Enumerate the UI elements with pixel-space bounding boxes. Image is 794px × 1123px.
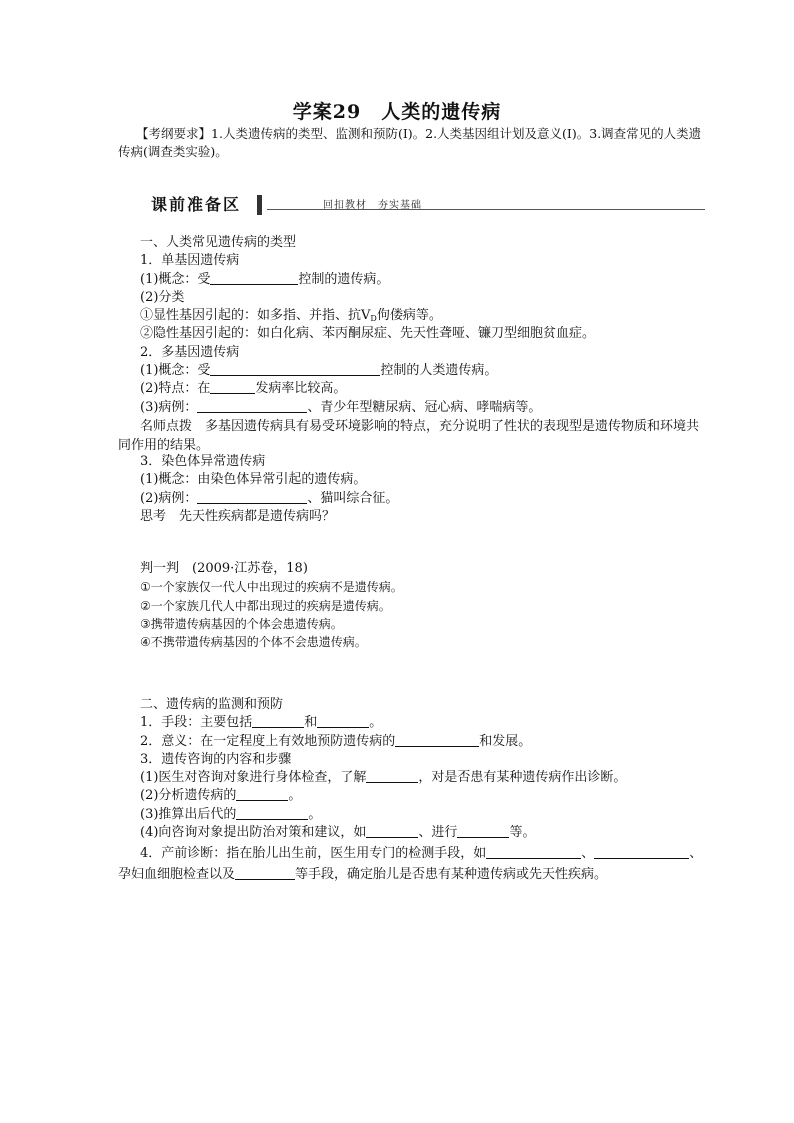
page-title: 学案29 人类的遗传病 [292, 101, 502, 123]
judge-heading: 判一判 (2009·江苏卷，18) [140, 561, 308, 576]
fill-blank[interactable] [197, 490, 307, 504]
line: (3)病例： 、青少年型糖尿病、冠心病、哮喘病等。 [140, 399, 542, 415]
fill-blank[interactable] [457, 824, 509, 838]
section-one [140, 234, 700, 417]
line: ①显性基因引起的：如多指、并指、抗VD佝偻病等。 [140, 308, 442, 324]
line: (2)病例： 、猫叫综合征。 [140, 490, 399, 506]
requirements-text: 1.人类遗传病的类型、监测和预防(Ⅰ)。2.人类基因组计划及意义(Ⅰ)。3.调查常见的人类遗传病(调查类实验)。 [118, 126, 702, 159]
line: 1．手段：主要包括 和 。 [140, 715, 383, 731]
section-two [140, 696, 700, 842]
line: (4)向咨询对象提出防治对策和建议，如 、进行 等。 [140, 825, 536, 841]
line: 2．意义：在一定程度上有效地预防遗传病的 和发展。 [140, 733, 532, 749]
fill-blank[interactable] [210, 362, 380, 376]
line: (1)概念：受 控制的遗传病。 [140, 271, 390, 287]
fill-blank[interactable] [197, 399, 307, 413]
line: (2)特点：在 发病率比较高。 [140, 381, 347, 397]
judge-item: ④不携带遗传病基因的个体不会患遗传病。 [140, 635, 367, 650]
line: (1)医生对咨询对象进行身体检查，了解 ，对是否患有某种遗传病作出诊断。 [140, 770, 627, 786]
section-banner [145, 193, 705, 219]
section-one-cont [140, 453, 700, 526]
fill-blank[interactable] [210, 271, 298, 285]
prenatal-diagnosis: 4．产前诊断：指在胎儿出生前，医生用专门的检测手段，如 、 、孕妇血细胞检查以及 等手段，确定胎儿是否患有某种遗传病或先天性疾病。 [118, 846, 703, 882]
line: (2)分析遗传病的 。 [140, 788, 302, 804]
fill-blank[interactable] [236, 806, 308, 820]
fill-blank[interactable] [366, 824, 418, 838]
fill-blank[interactable] [486, 845, 581, 859]
judge-item: ②一个家族几代人中都出现过的疾病是遗传病。 [140, 598, 391, 613]
fill-blank[interactable] [252, 714, 304, 728]
fill-blank[interactable] [236, 787, 288, 801]
banner-label: 课前准备区 [151, 195, 242, 214]
requirements-tag: 【考纲要求】 [136, 126, 212, 141]
teacher-note: 名师点拨 多基因遗传病具有易受环境影响的特点，充分说明了性状的表现型是遗传物质和环境共同作用的结果。 [118, 419, 700, 453]
fill-blank[interactable] [210, 380, 255, 394]
fill-blank[interactable] [366, 769, 418, 783]
banner-bar [257, 195, 262, 215]
judge-item: ③携带遗传病基因的个体会患遗传病。 [140, 616, 343, 631]
banner-subtitle: 回扣教材 夯实基础 [323, 200, 422, 211]
line: 3．遗传咨询的内容和步骤 [140, 751, 292, 767]
line: (3)推算出后代的 。 [140, 806, 322, 822]
line: (1)概念：受 控制的人类遗传病。 [140, 363, 498, 379]
line: (2)分类 [140, 289, 185, 305]
exam-requirements [118, 125, 708, 161]
fill-blank[interactable] [395, 733, 479, 747]
fill-blank[interactable] [317, 714, 369, 728]
topic-multi-gene: 2．多基因遗传病 [140, 344, 240, 360]
judge-item: ①一个家族仅一代人中出现过的疾病不是遗传病。 [140, 580, 403, 595]
line: ②隐性基因引起的：如白化病、苯丙酮尿症、先天性聋哑、镰刀型细胞贫血症。 [140, 326, 596, 342]
line: (1)概念：由染色体异常引起的遗传病。 [140, 472, 367, 488]
judge-section [140, 560, 700, 651]
topic-chromosome: 3．染色体异常遗传病 [140, 454, 266, 469]
topic-single-gene: 1．单基因遗传病 [140, 253, 240, 269]
fill-blank[interactable] [235, 866, 295, 880]
think-question: 思考 先天性疾病都是遗传病吗？ [140, 508, 336, 524]
section-heading: 一、人类常见遗传病的类型 [140, 235, 297, 250]
fill-blank[interactable] [594, 845, 689, 859]
section-heading: 二、遗传病的监测和预防 [140, 697, 284, 712]
